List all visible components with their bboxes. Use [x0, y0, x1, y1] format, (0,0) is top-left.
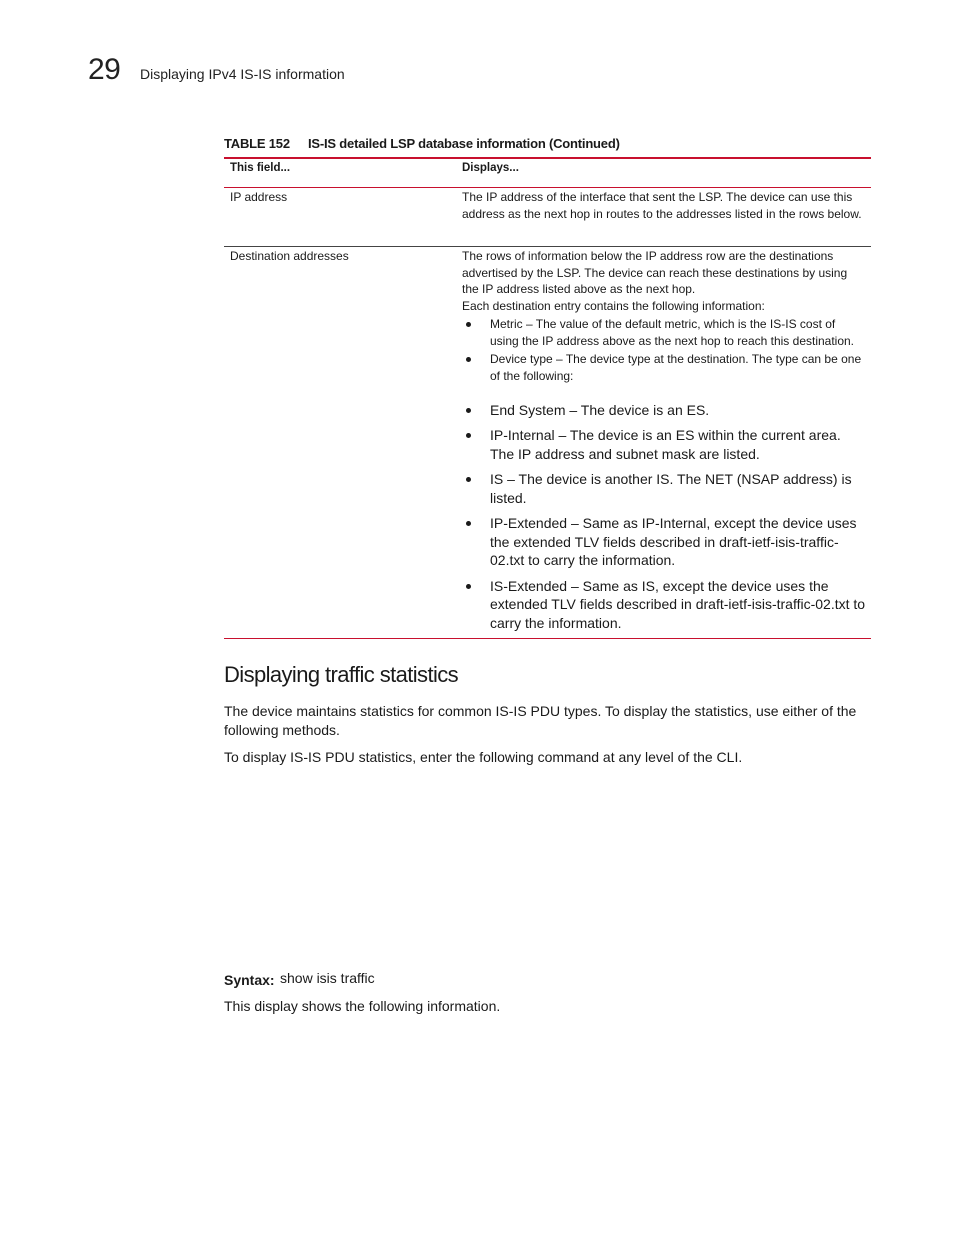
column-header-field: This field...: [230, 162, 291, 174]
row-field-destination-addresses: Destination addresses: [230, 249, 349, 263]
syntax-label: Syntax:: [224, 972, 275, 988]
syntax-command: show isis traffic: [280, 970, 375, 986]
instruction-paragraph: To display IS-IS PDU statistics, enter the following command at any level of the CLI.: [224, 749, 743, 765]
table-title: IS-IS detailed LSP database information (Continued): [308, 136, 620, 151]
table-bottom-rule: [224, 638, 871, 639]
device-type-list: [462, 401, 866, 639]
table-number: TABLE 152: [224, 136, 290, 151]
row-display-entry-intro: Each destination entry contains the following information:: [462, 299, 765, 313]
list-item: IP-Internal – The device is an ES within the current area. The IP address and subnet mask are listed.: [462, 426, 866, 463]
chapter-title: Displaying IPv4 IS-IS information: [140, 66, 345, 82]
section-heading: Displaying traffic statistics: [224, 662, 459, 687]
list-item: IS-Extended – Same as IS, except the device uses the extended TLV fields described in draft-ietf-isis-traffic-02.txt to carry the information.: [462, 577, 866, 633]
table-caption: [224, 134, 871, 154]
chapter-number: 29: [88, 53, 121, 86]
header-rule: [224, 187, 871, 188]
closing-paragraph: This display shows the following information.: [224, 998, 501, 1014]
list-item: End System – The device is an ES.: [462, 401, 866, 420]
column-header-displays: Displays...: [462, 162, 519, 174]
row-divider: [224, 246, 871, 247]
list-item: Metric – The value of the default metric, which is the IS-IS cost of using the IP address above as the next hop to reach this destination.: [462, 316, 866, 349]
list-item: IS – The device is another IS. The NET (NSAP address) is listed.: [462, 470, 866, 507]
list-item: IP-Extended – Same as IP-Internal, except the device uses the extended TLV fields described in draft-ietf-isis-traffic-02.txt to carry the information.: [462, 514, 866, 570]
row-field-ip-address: IP address: [230, 190, 288, 204]
list-item: Device type – The device type at the destination. The type can be one of the following:: [462, 351, 866, 384]
table-top-rule: [224, 157, 871, 159]
intro-paragraph: The device maintains statistics for common IS-IS PDU types. To display the statistics, use either of the following methods.: [224, 703, 857, 738]
destination-info-list: [462, 316, 866, 386]
row-display-ip-address: The IP address of the interface that sent the LSP. The device can use this address as the next hop in routes to the addresses listed in the rows below.: [462, 190, 862, 221]
row-display-destination-paragraph: The rows of information below the IP address row are the destinations advertised by the LSP. The device can reach these destinations by using the IP address listed above as the next hop.: [462, 249, 848, 296]
